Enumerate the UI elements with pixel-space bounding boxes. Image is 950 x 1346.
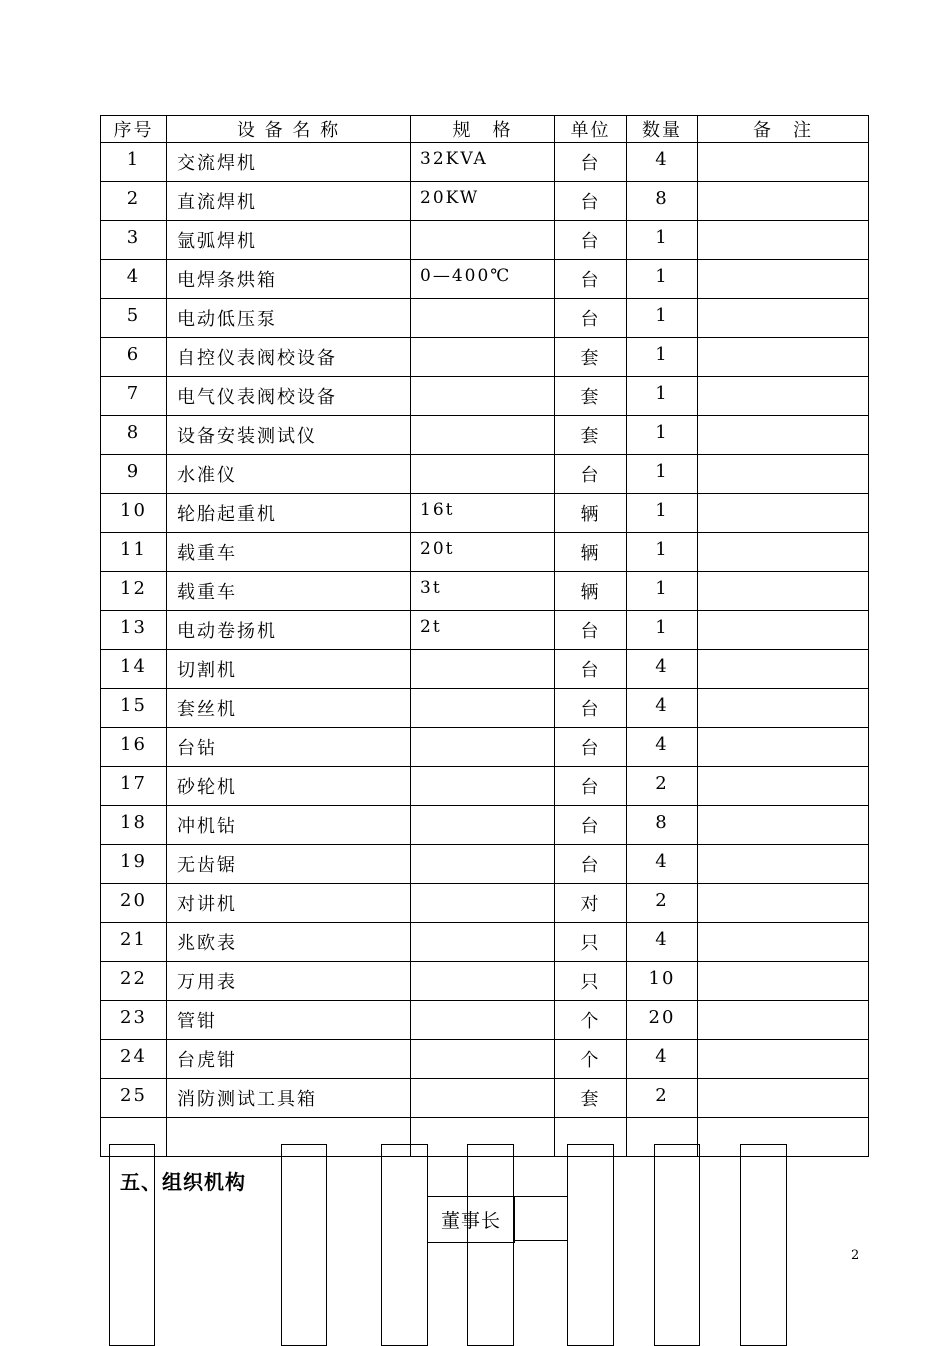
cell-spec	[411, 377, 555, 416]
cell-unit: 台	[555, 767, 627, 806]
cell-no: 25	[101, 1079, 167, 1118]
cell-unit: 台	[555, 611, 627, 650]
cell-name: 氩弧焊机	[167, 221, 411, 260]
cell-name: 电动卷扬机	[167, 611, 411, 650]
cell-name: 自控仪表阀校设备	[167, 338, 411, 377]
table-row	[101, 767, 869, 806]
cell-note	[698, 962, 869, 1001]
cell-qty: 8	[627, 806, 698, 845]
cell-no: 22	[101, 962, 167, 1001]
cell-unit: 套	[555, 377, 627, 416]
table-body	[101, 143, 869, 1157]
cell-note	[698, 338, 869, 377]
cell-qty: 1	[627, 377, 698, 416]
cell-unit: 台	[555, 455, 627, 494]
org-box-4	[467, 1144, 514, 1346]
cell-unit: 个	[555, 1040, 627, 1079]
org-box-6	[654, 1144, 700, 1346]
equipment-table	[100, 115, 869, 1157]
cell-spec	[411, 1001, 555, 1040]
cell-note	[698, 533, 869, 572]
cell-qty: 1	[627, 533, 698, 572]
cell-no: 15	[101, 689, 167, 728]
cell-note	[698, 845, 869, 884]
table-row	[101, 923, 869, 962]
cell-no: 14	[101, 650, 167, 689]
cell-no: 19	[101, 845, 167, 884]
cell-unit: 套	[555, 1079, 627, 1118]
chairman-box: 董事长	[427, 1196, 515, 1243]
cell-note	[698, 923, 869, 962]
cell-name: 台虎钳	[167, 1040, 411, 1079]
cell-note	[698, 377, 869, 416]
org-box-3	[381, 1144, 428, 1346]
cell-spec: 20t	[411, 533, 555, 572]
cell-spec: 32KVA	[411, 143, 555, 182]
cell-qty: 1	[627, 611, 698, 650]
table-row	[101, 182, 869, 221]
cell-no: 16	[101, 728, 167, 767]
cell-name: 设备安装测试仪	[167, 416, 411, 455]
cell-unit: 台	[555, 689, 627, 728]
cell-note	[698, 1001, 869, 1040]
table-row	[101, 962, 869, 1001]
table-row	[101, 806, 869, 845]
cell-spec	[411, 455, 555, 494]
cell-name: 直流焊机	[167, 182, 411, 221]
cell-note	[698, 728, 869, 767]
cell-no: 9	[101, 455, 167, 494]
cell-unit: 台	[555, 806, 627, 845]
cell-spec	[411, 221, 555, 260]
cell-qty: 4	[627, 845, 698, 884]
cell-note	[698, 260, 869, 299]
header-note: 备 注	[698, 116, 869, 143]
header-unit: 单位	[555, 116, 627, 143]
cell-spec	[411, 689, 555, 728]
cell-unit: 台	[555, 260, 627, 299]
table-row	[101, 455, 869, 494]
cell-qty: 4	[627, 923, 698, 962]
table-row	[101, 416, 869, 455]
table-row	[101, 884, 869, 923]
table-row	[101, 1001, 869, 1040]
cell-spec	[411, 299, 555, 338]
cell-no: 1	[101, 143, 167, 182]
table-row	[101, 728, 869, 767]
cell-name: 消防测试工具箱	[167, 1079, 411, 1118]
cell-qty: 4	[627, 1040, 698, 1079]
cell-qty: 1	[627, 299, 698, 338]
table-row	[101, 1040, 869, 1079]
cell-no: 7	[101, 377, 167, 416]
cell-name: 砂轮机	[167, 767, 411, 806]
cell-note	[698, 884, 869, 923]
cell-spec	[411, 338, 555, 377]
org-box-2	[281, 1144, 327, 1346]
cell-no: 5	[101, 299, 167, 338]
page-number: 2	[851, 1248, 860, 1263]
table-row	[101, 533, 869, 572]
table-row	[101, 260, 869, 299]
cell-qty: 2	[627, 767, 698, 806]
cell-qty: 4	[627, 650, 698, 689]
header-no: 序号	[101, 116, 167, 143]
table-header-row	[101, 116, 869, 143]
cell-unit: 只	[555, 962, 627, 1001]
cell-no: 12	[101, 572, 167, 611]
cell-no: 13	[101, 611, 167, 650]
table-row	[101, 845, 869, 884]
cell-spec	[411, 767, 555, 806]
cell-name: 交流焊机	[167, 143, 411, 182]
cell-name: 水准仪	[167, 455, 411, 494]
cell-no: 24	[101, 1040, 167, 1079]
cell-note	[698, 572, 869, 611]
cell-qty: 1	[627, 338, 698, 377]
cell-unit: 台	[555, 143, 627, 182]
cell-note	[698, 806, 869, 845]
cell-spec	[411, 962, 555, 1001]
cell-spec: 3t	[411, 572, 555, 611]
cell-spec	[411, 923, 555, 962]
connector-line-top	[513, 1196, 567, 1197]
table-row	[101, 377, 869, 416]
cell-qty: 4	[627, 689, 698, 728]
cell-unit: 辆	[555, 533, 627, 572]
cell-unit: 台	[555, 221, 627, 260]
table-row	[101, 1079, 869, 1118]
cell-name: 无齿锯	[167, 845, 411, 884]
cell-qty: 1	[627, 416, 698, 455]
cell-unit: 台	[555, 845, 627, 884]
cell-unit: 对	[555, 884, 627, 923]
cell-qty: 8	[627, 182, 698, 221]
cell-qty: 1	[627, 455, 698, 494]
cell-no: 6	[101, 338, 167, 377]
cell-unit: 台	[555, 650, 627, 689]
cell-no: 17	[101, 767, 167, 806]
cell-qty: 4	[627, 143, 698, 182]
cell-spec: 0—400℃	[411, 260, 555, 299]
cell-no: 8	[101, 416, 167, 455]
cell-no: 18	[101, 806, 167, 845]
cell-unit: 台	[555, 299, 627, 338]
section-title: 五、组织机构	[120, 1170, 246, 1194]
cell-name: 万用表	[167, 962, 411, 1001]
cell-qty: 20	[627, 1001, 698, 1040]
table-row	[101, 494, 869, 533]
cell-no: 10	[101, 494, 167, 533]
cell-note	[698, 299, 869, 338]
cell-note	[698, 221, 869, 260]
cell-qty: 1	[627, 494, 698, 533]
cell-no: 20	[101, 884, 167, 923]
cell-spec	[411, 884, 555, 923]
cell-name: 冲机钻	[167, 806, 411, 845]
cell-name: 管钳	[167, 1001, 411, 1040]
cell-note	[698, 494, 869, 533]
connector-line-bottom	[513, 1240, 567, 1241]
cell-note	[698, 1040, 869, 1079]
header-spec: 规 格	[411, 116, 555, 143]
cell-spec	[411, 728, 555, 767]
cell-name: 载重车	[167, 533, 411, 572]
cell-spec	[411, 1040, 555, 1079]
cell-note	[698, 650, 869, 689]
cell-no: 21	[101, 923, 167, 962]
cell-no: 4	[101, 260, 167, 299]
cell-name: 兆欧表	[167, 923, 411, 962]
table-row	[101, 221, 869, 260]
cell-name: 电焊条烘箱	[167, 260, 411, 299]
header-name: 设 备 名 称	[167, 116, 411, 143]
cell-name: 切割机	[167, 650, 411, 689]
org-box-7	[740, 1144, 787, 1346]
cell-spec: 20KW	[411, 182, 555, 221]
cell-note	[698, 143, 869, 182]
cell-no: 11	[101, 533, 167, 572]
cell-no: 2	[101, 182, 167, 221]
cell-note	[698, 182, 869, 221]
cell-note	[698, 1079, 869, 1118]
cell-unit: 台	[555, 182, 627, 221]
cell-unit: 套	[555, 416, 627, 455]
cell-name: 台钻	[167, 728, 411, 767]
table-row	[101, 689, 869, 728]
cell-qty: 1	[627, 260, 698, 299]
cell-no: 23	[101, 1001, 167, 1040]
cell-qty: 10	[627, 962, 698, 1001]
cell-spec: 2t	[411, 611, 555, 650]
org-box-1	[109, 1144, 155, 1346]
cell-name: 套丝机	[167, 689, 411, 728]
cell-qty: 1	[627, 221, 698, 260]
cell-name: 对讲机	[167, 884, 411, 923]
cell-unit: 辆	[555, 494, 627, 533]
cell-no: 3	[101, 221, 167, 260]
cell-spec	[411, 416, 555, 455]
cell-unit: 台	[555, 728, 627, 767]
cell-qty: 4	[627, 728, 698, 767]
cell-unit: 套	[555, 338, 627, 377]
table-row	[101, 572, 869, 611]
table-row	[101, 143, 869, 182]
header-qty: 数量	[627, 116, 698, 143]
cell-qty: 2	[627, 1079, 698, 1118]
cell-name: 轮胎起重机	[167, 494, 411, 533]
table-row	[101, 299, 869, 338]
cell-note	[698, 689, 869, 728]
cell-qty: 2	[627, 884, 698, 923]
cell-unit: 个	[555, 1001, 627, 1040]
table-row	[101, 338, 869, 377]
cell-unit: 只	[555, 923, 627, 962]
cell-spec	[411, 650, 555, 689]
cell-qty: 1	[627, 572, 698, 611]
cell-name: 电气仪表阀校设备	[167, 377, 411, 416]
cell-note	[698, 767, 869, 806]
cell-spec	[411, 806, 555, 845]
cell-spec	[411, 845, 555, 884]
cell-note	[698, 416, 869, 455]
cell-unit: 辆	[555, 572, 627, 611]
org-box-5	[567, 1144, 614, 1346]
cell-note	[698, 611, 869, 650]
table-row	[101, 611, 869, 650]
cell-name: 载重车	[167, 572, 411, 611]
cell-spec: 16t	[411, 494, 555, 533]
cell-name: 电动低压泵	[167, 299, 411, 338]
cell-note	[698, 455, 869, 494]
table-row	[101, 650, 869, 689]
cell-spec	[411, 1079, 555, 1118]
